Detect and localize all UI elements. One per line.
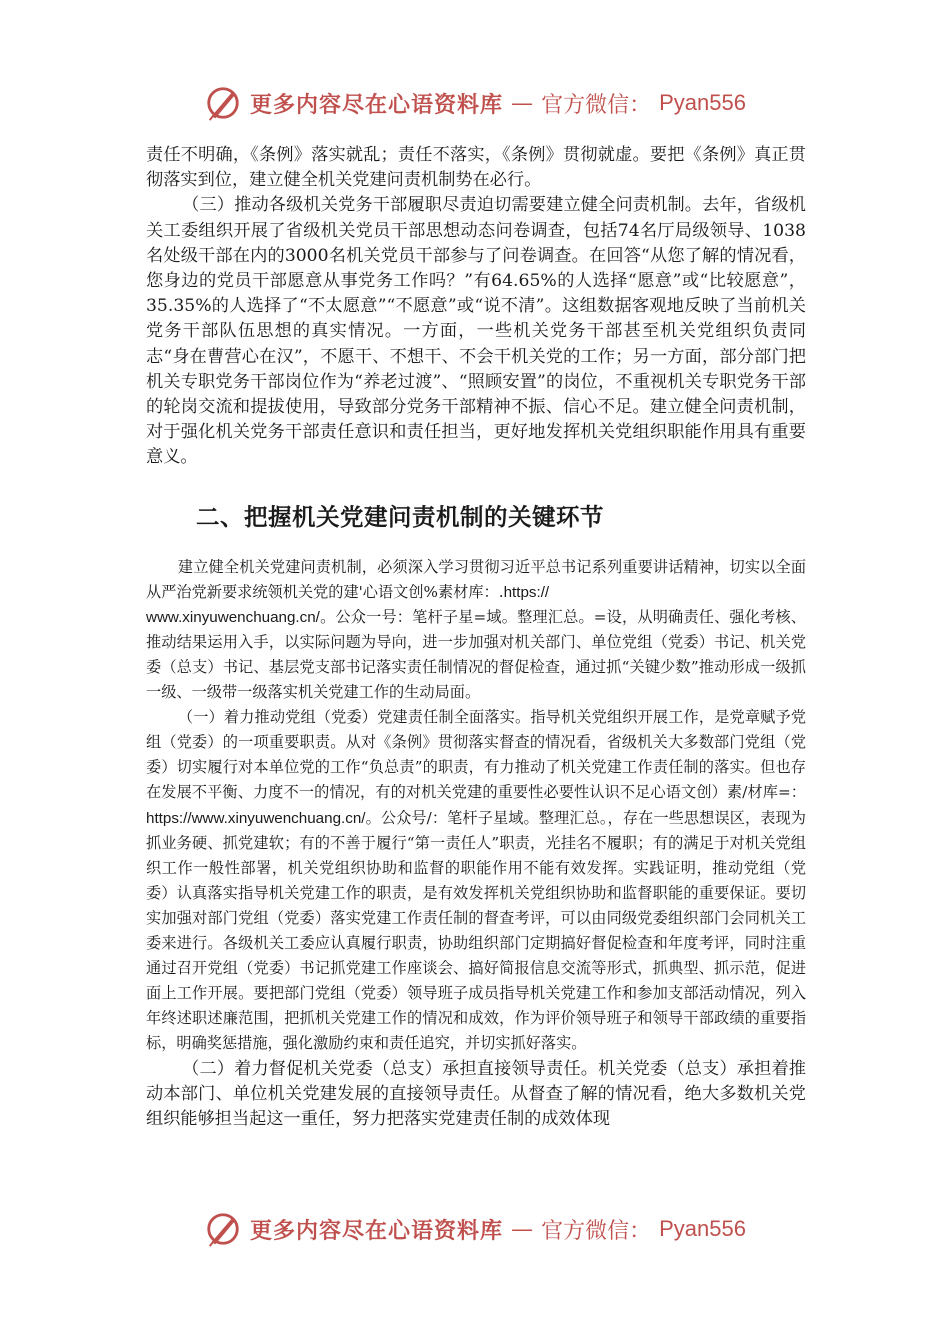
intro-text-b: 。公众一号：笔杆子星=域。整理汇总。=设，从明确责任、强化考核、推动结果运用入手，以实际问题为导向，进一步加强对机关部门、单位党组（党委）书记、机关党委（总支）书记、基层党支部书记落实责任制情况的督促检查，通过抓“关键少数”推动形成一级抓一级、一级带一级落实机关党建工作的生动局面。 — [146, 607, 806, 702]
footer-banner-dash: — — [511, 1216, 534, 1242]
brush-logo-icon — [204, 84, 242, 122]
footer-banner — [0, 1210, 950, 1252]
paragraph-point-one — [146, 705, 806, 1056]
paragraph-continuation: 责任不明确，《条例》落实就乱；责任不落实，《条例》贯彻就虚。要把《条例》真正贯彻落实到位，建立健全机关党建问责机制势在必行。 — [146, 145, 806, 191]
paragraph-point-two: （二）着力督促机关党委（总支）承担直接领导责任。机关党委（总支）承担着推动本部门、单位机关党建发展的直接领导责任。从督查了解的情况看，绝大多数机关党组织能够担当起这一重任，努力把落实党建责任制的成效体现 — [146, 1058, 806, 1129]
header-banner — [0, 84, 950, 126]
paragraph-intro — [146, 555, 806, 706]
banner-dash: — — [511, 90, 534, 116]
intro-text-a: 建立健全机关党建问责机制，必须深入学习贯彻习近平总书记系列重要讲话精神，切实以全面从严治党新要求统领机关党的建'心语文创%素材库：. — [146, 557, 806, 601]
intro-url-1: https:// — [503, 583, 550, 601]
banner-title: 更多内容尽在心语资料库 — [250, 91, 504, 118]
footer-banner-title: 更多内容尽在心语资料库 — [250, 1217, 504, 1244]
section-heading-two: 二、把握机关党建问责机制的关键环节 — [196, 502, 604, 531]
intro-url-2: www.xinyuwenchuang.cn/ — [146, 608, 320, 626]
document-body — [146, 143, 806, 1132]
banner-wechat-label: 官方微信： — [541, 92, 652, 118]
paragraph-section-three: （三）推动各级机关党务干部履职尽责迫切需要建立健全问责机制。去年，省级机关工委组织开展了省级机关党员干部思想动态问卷调查，包括74名厅局级领导、1038名处级干部在内的3000名机关党员干部参与了问卷调查。在回答“从您了解的情况看，您身边的党员干部愿意从事党务工作吗？”有64.65%的人选择“愿意”或“比较愿意”，35.35%的人选择了“不太愿意”“不愿意”或“说不清”。这组数据客观地反映了当前机关党务干部队伍思想的真实情况。一方面，一些机关党务干部甚至机关党组织负责同志“身在曹营心在汉”，不愿干、不想干、不会干机关党的工作；另一方面，部分部门把机关专职党务干部岗位作为“养老过渡”、“照顾安置”的岗位，不重视机关专职党务干部的轮岗交流和提拔使用，导致部分党务干部精神不振、信心不足。建立健全问责机制，对于强化机关党务干部责任意识和责任担当，更好地发挥机关党组织职能作用具有重要意义。 — [146, 195, 806, 468]
brush-logo-icon — [204, 1210, 242, 1248]
footer-banner-wechat-label: 官方微信： — [541, 1218, 652, 1244]
footer-banner-wechat-id: Pyan556 — [659, 1216, 746, 1241]
point-one-url: https://www.xinyuwenchuang.cn/ — [146, 809, 366, 827]
banner-wechat-id: Pyan556 — [659, 90, 746, 115]
point-one-text-a: （一）着力推动党组（党委）党建责任制全面落实。指导机关党组织开展工作，是党章赋予党组（党委）的一项重要职责。从对《条例》贯彻落实督查的情况看，省级机关大多数部门党组（党委）切实履行对本单位党的工作“负总责”的职责，有力推动了机关党建工作责任制的落实。但也存在发展不平衡、力度不一的情况，有的对机关党建的重要性必要性认识不足心语文创）素/材库=： — [146, 708, 806, 802]
point-one-text-b: 。公众号/：笔杆子星域。整理汇总。，存在一些思想误区，表现为抓业务硬、抓党建软；有的不善于履行“第一责任人”职责，光挂名不履职；有的满足于对机关党组织工作一般性部署，机关党组织协助和监督的职能作用不能有效发挥。实践证明，推动党组（党委）认真落实指导机关党建工作的职责，是有效发挥机关党组织协助和监督职能的重要保证。要切实加强对部门党组（党委）落实党建工作责任制的督查考评，可以由同级党委组织部门会同机关工委来进行。各级机关工委应认真履行职责，协助组织部门定期搞好督促检查和年度考评，同时注重通过召开党组（党委）书记抓党建工作座谈会、搞好简报信息交流等形式，抓典型、抓示范，促进面上工作开展。要把部门党组（党委）领导班子成员指导机关党建工作和参加支部活动情况，列入年终述职述廉范围，把抓机关党建工作的情况和成效，作为评价领导班子和领导干部政绩的重要指标，明确奖惩措施，强化激励约束和责任追究，并切实抓好落实。 — [146, 808, 806, 1053]
